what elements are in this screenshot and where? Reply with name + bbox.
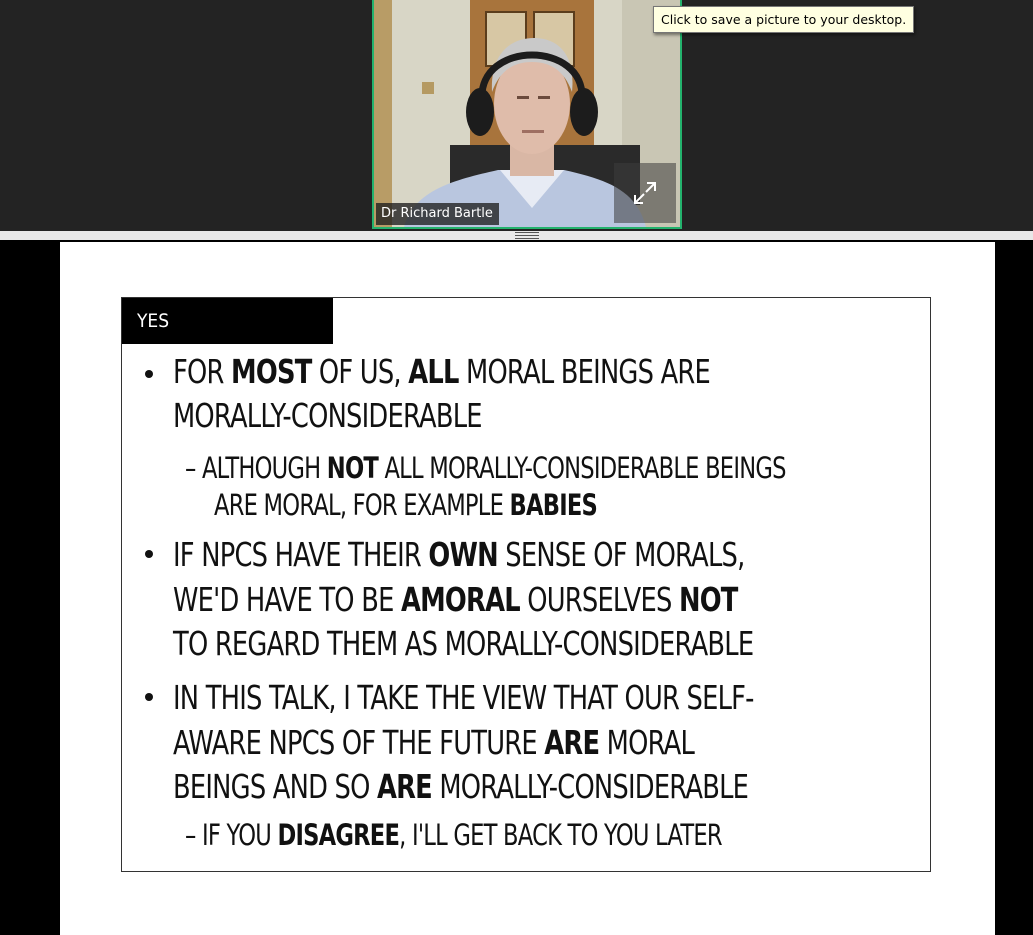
- line-text: IN THIS TALK, I TAKE THE VIEW THAT OUR SELF-: [173, 678, 754, 717]
- line-text: BEINGS AND SO: [173, 767, 377, 806]
- line-text: MORALLY-CONSIDERABLE: [173, 396, 482, 435]
- expand-arrows-icon: [631, 179, 659, 207]
- video-gallery-strip: [0, 0, 1033, 231]
- line-text: MORAL BEINGS ARE: [458, 352, 710, 391]
- slide-line: [173, 535, 744, 574]
- slide-line: [185, 818, 722, 852]
- line-text: , I'LL GET BACK TO YOU LATER: [399, 818, 722, 852]
- emphasized-word: ALL: [408, 352, 459, 391]
- line-text: IF NPCS HAVE THEIR: [173, 535, 429, 574]
- save-picture-tooltip: Click to save a picture to your desktop.: [653, 6, 914, 33]
- line-text: OF US,: [311, 352, 409, 391]
- bullet-dot: [145, 550, 153, 558]
- slide-line: [173, 396, 482, 435]
- slide-content-frame: [121, 297, 931, 872]
- slide-line: [173, 723, 694, 762]
- slide-line: [173, 624, 753, 663]
- line-text: MORAL: [599, 723, 695, 762]
- emphasized-word: MOST: [231, 352, 312, 391]
- emphasized-word: NOT: [326, 451, 379, 485]
- slide-title: YES: [122, 298, 333, 344]
- shared-screen-area: [0, 240, 1033, 935]
- emphasized-word: AMORAL: [400, 580, 520, 619]
- emphasized-word: OWN: [428, 535, 498, 574]
- slide-line: [214, 488, 597, 522]
- line-text: OURSELVES: [519, 580, 679, 619]
- emphasized-word: DISAGREE: [277, 818, 400, 852]
- line-text: MORALLY-CONSIDERABLE: [431, 767, 749, 806]
- slide-line: [173, 580, 738, 619]
- emphasized-word: ARE: [376, 767, 432, 806]
- participant-name-label: Dr Richard Bartle: [376, 203, 499, 225]
- line-text: TO REGARD THEM AS MORALLY-CONSIDERABLE: [173, 624, 754, 663]
- line-text: WE'D HAVE TO BE: [173, 580, 401, 619]
- slide-line: [173, 767, 748, 806]
- bullet-dot: [145, 693, 153, 701]
- line-text: SENSE OF MORALS,: [497, 535, 745, 574]
- line-text: – ALTHOUGH: [185, 451, 327, 485]
- line-text: ARE MORAL, FOR EXAMPLE: [214, 488, 510, 522]
- slide-line: [173, 352, 710, 391]
- participant-video-tile[interactable]: [372, 0, 682, 229]
- line-text: FOR: [173, 352, 232, 391]
- line-text: – IF YOU: [185, 818, 278, 852]
- emphasized-word: NOT: [678, 580, 738, 619]
- emphasized-word: ARE: [544, 723, 600, 762]
- expand-video-button[interactable]: [614, 163, 676, 223]
- slide-line: [173, 678, 754, 717]
- view-splitter[interactable]: [0, 231, 1033, 240]
- bullet-dot: [145, 370, 153, 378]
- line-text: ALL MORALLY-CONSIDERABLE BEINGS: [378, 451, 786, 485]
- presentation-slide: [60, 242, 995, 935]
- line-text: AWARE NPCS OF THE FUTURE: [173, 723, 545, 762]
- slide-line: [185, 451, 786, 485]
- emphasized-word: BABIES: [509, 488, 598, 522]
